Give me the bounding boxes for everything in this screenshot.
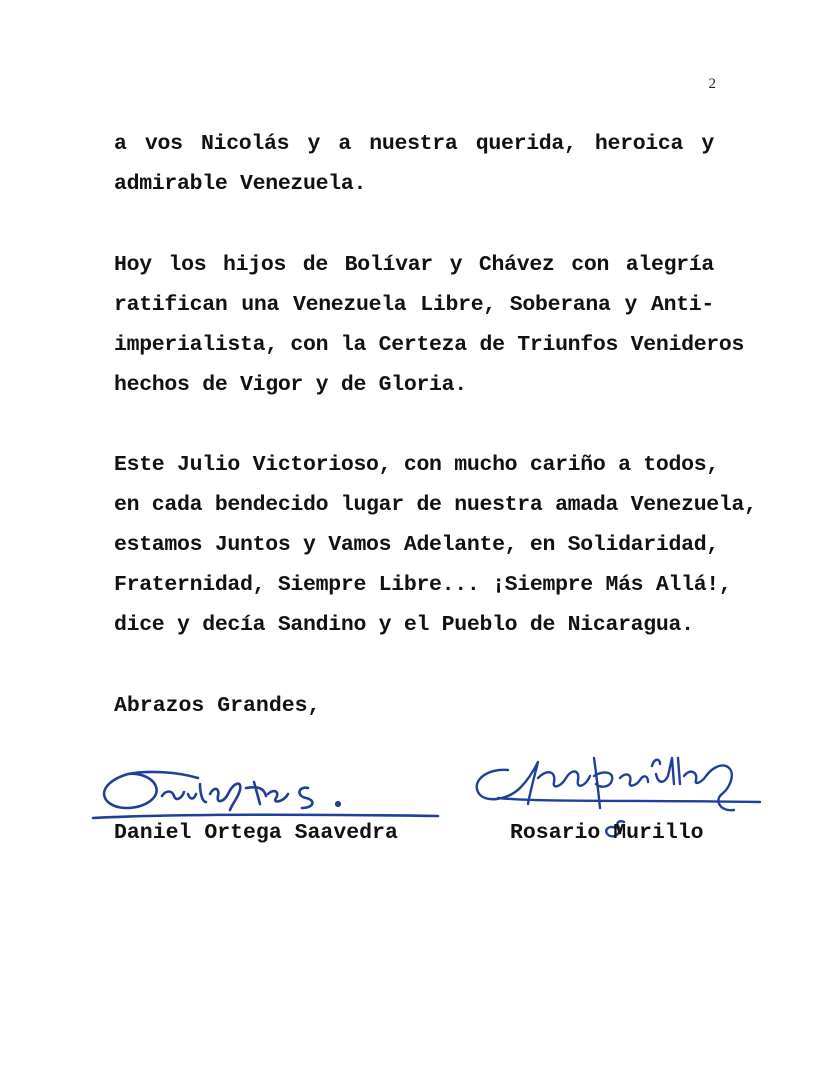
paragraph-1 bbox=[114, 124, 714, 204]
text-line: hechos de Vigor y de Gloria. bbox=[114, 373, 467, 397]
text-line: en cada bendecido lugar de nuestra amada Venezuela, bbox=[114, 493, 757, 517]
text-line: Fraternidad, Siempre Libre... ¡Siempre Más Allá!, bbox=[114, 573, 732, 597]
text-line: a vos Nicolás y a nuestra querida, heroica y bbox=[114, 132, 714, 156]
text-line: Este Julio Victorioso, con mucho cariño a todos, bbox=[114, 453, 719, 477]
paragraph-3 bbox=[114, 445, 757, 645]
text-line: Hoy los hijos de Bolívar y Chávez con alegría bbox=[114, 253, 714, 277]
text-line: estamos Juntos y Vamos Adelante, en Solidaridad, bbox=[114, 533, 719, 557]
text-line: ratifican una Venezuela Libre, Soberana y Anti- bbox=[114, 293, 714, 317]
signatory-name-2: Rosario Murillo bbox=[510, 821, 704, 845]
text-line: dice y decía Sandino y el Pueblo de Nicaragua. bbox=[114, 613, 694, 637]
text-line: imperialista, con la Certeza de Triunfos Venideros bbox=[114, 333, 745, 357]
page-number: 2 bbox=[708, 76, 716, 92]
signatory-name-1: Daniel Ortega Saavedra bbox=[114, 821, 398, 845]
closing-salutation: Abrazos Grandes, bbox=[114, 694, 321, 718]
text-line: admirable Venezuela. bbox=[114, 172, 367, 196]
paragraph-2 bbox=[114, 245, 745, 405]
